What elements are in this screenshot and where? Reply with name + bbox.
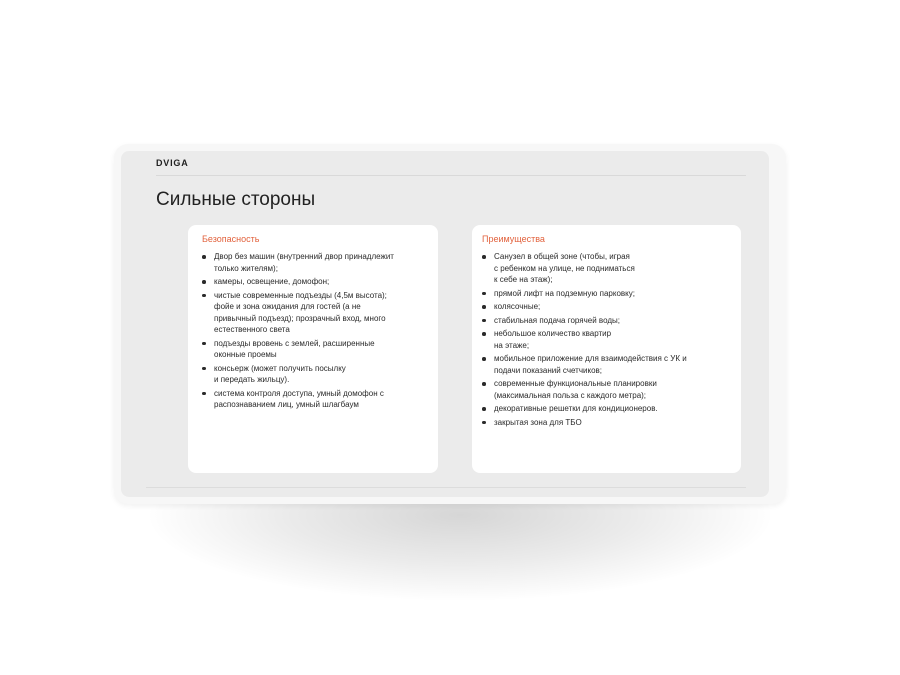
list-item: чистые современные подъезды (4,5м высота); фойе и зона ожидания для гостей (а не привычный подъезд); прозрачный вход, много естественного света: [202, 290, 426, 336]
list-item: камеры, освещение, домофон;: [202, 276, 426, 288]
list-item: современные функциональные планировки (максимальная польза с каждого метра);: [482, 378, 729, 401]
list-item: консьерж (может получить посылку и передать жильцу).: [202, 363, 426, 386]
list-item: система контроля доступа, умный домофон с распознаванием лиц, умный шлагбаум: [202, 388, 426, 411]
list-item: колясочные;: [482, 301, 729, 313]
list-item: прямой лифт на подземную парковку;: [482, 288, 729, 300]
list-item: небольшое количество квартир на этаже;: [482, 328, 729, 351]
slide-title: Сильные стороны: [156, 189, 316, 210]
list-item: мобильное приложение для взаимодействия с УК и подачи показаний счетчиков;: [482, 353, 729, 376]
brand-logo: DVIGA: [156, 158, 189, 168]
slide: [121, 151, 769, 497]
list-item: закрытая зона для ТБО: [482, 417, 729, 429]
list-item: Санузел в общей зоне (чтобы, играя с ребенком на улице, не подниматься к себе на этаж);: [482, 251, 729, 286]
card-security: [188, 225, 438, 473]
card-advantages: [472, 225, 741, 473]
list-item: стабильная подача горячей воды;: [482, 315, 729, 327]
list-item: декоративные решетки для кондиционеров.: [482, 403, 729, 415]
card-heading: Преимущества: [482, 234, 545, 244]
list-item: подъезды вровень с землей, расширенные оконные проемы: [202, 338, 426, 361]
footer-divider: [146, 487, 746, 488]
bullet-list: [202, 251, 426, 411]
card-heading: Безопасность: [202, 234, 260, 244]
bullet-list: [482, 251, 729, 428]
header-divider: [156, 175, 746, 176]
list-item: Двор без машин (внутренний двор принадлежит только жителям);: [202, 251, 426, 274]
